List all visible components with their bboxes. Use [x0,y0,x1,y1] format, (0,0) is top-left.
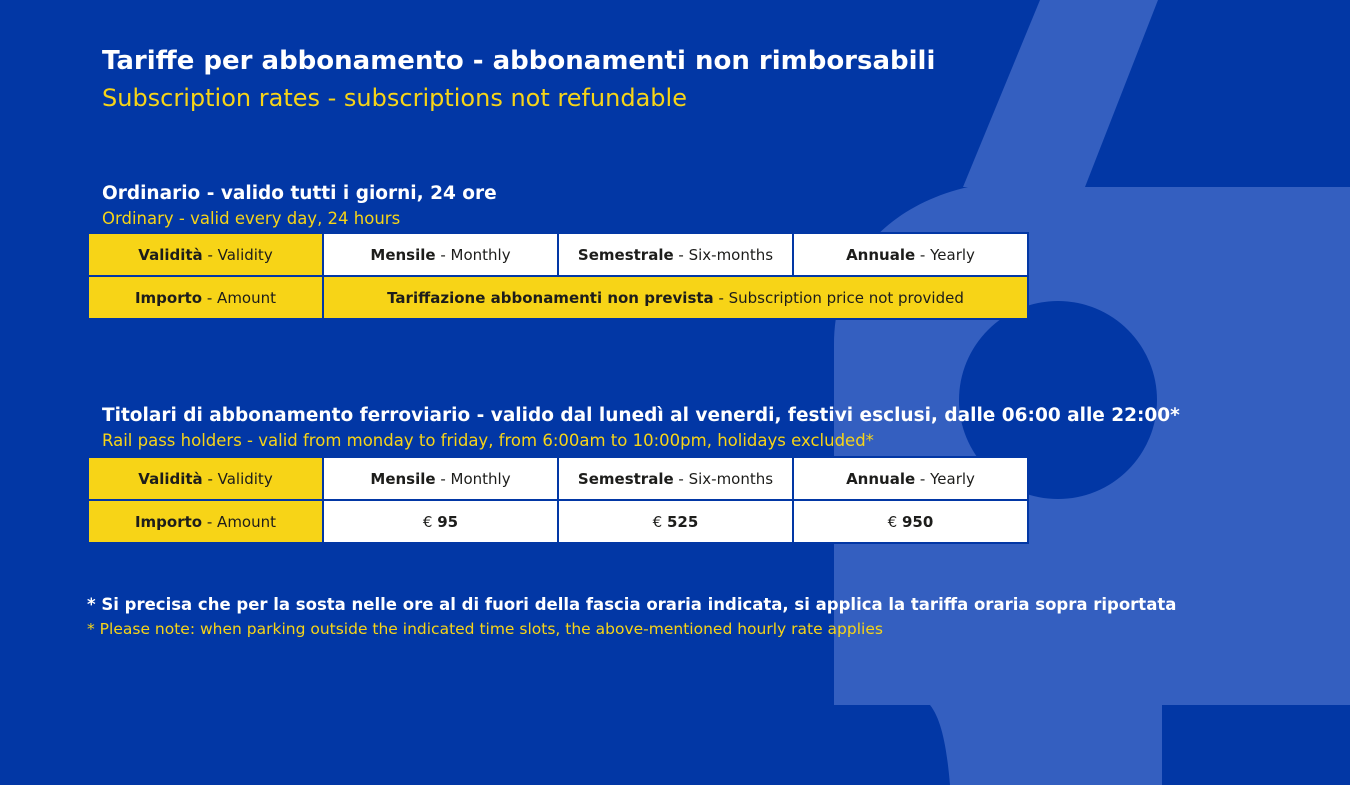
price-not-provided-it: Tariffazione abbonamenti non prevista [387,288,714,307]
rail-section-subtitle: Rail pass holders - valid from monday to friday, from 6:00am to 10:00pm, holidays excluded* [102,431,874,450]
table-row-validity [88,457,1028,500]
price-not-provided-en: - Subscription price not provided [713,288,964,307]
rail-section-title: Titolari di abbonamento ferroviario - valido dal lunedì al venerdi, festivi esclusi, dalle 06:00 alle 22:00* [102,405,1180,426]
monthly-label-en: - Monthly [435,469,511,488]
currency-symbol: € [422,512,433,531]
six-months-price: 525 [667,512,699,531]
yearly-header-cell [793,457,1028,500]
currency-symbol: € [887,512,898,531]
rail-rates-table [87,456,1029,544]
monthly-label-en: - Monthly [435,245,511,264]
monthly-price: 95 [437,512,459,531]
six-months-header-cell [558,457,793,500]
six-months-label-it: Semestrale [577,245,674,264]
monthly-header-cell [323,457,558,500]
amount-label-cell [88,500,323,543]
ordinary-section-subtitle: Ordinary - valid every day, 24 hours [102,209,401,228]
validity-label-cell [88,233,323,276]
yearly-label-it: Annuale [846,245,916,264]
yearly-price: 950 [902,512,934,531]
six-months-label-it: Semestrale [577,469,674,488]
validity-label-en: - Validity [202,469,273,488]
amount-label-cell [88,276,323,319]
six-months-header-cell [558,233,793,276]
amount-label-en: - Amount [202,288,277,307]
ordinary-section-title: Ordinario - valido tutti i giorni, 24 ore [102,183,497,204]
yearly-header-cell [793,233,1028,276]
monthly-price-cell [323,500,558,543]
monthly-header-cell [323,233,558,276]
currency-symbol: € [652,512,663,531]
validity-label-cell [88,457,323,500]
table-row-amount [88,500,1028,543]
validity-label-it: Validità [138,245,203,264]
table-row-amount [88,276,1028,319]
page-subtitle: Subscription rates - subscriptions not refundable [102,84,687,112]
six-months-price-cell [558,500,793,543]
amount-label-it: Importo [134,512,203,531]
six-months-label-en: - Six-months [673,469,774,488]
yearly-label-en: - Yearly [915,469,975,488]
yearly-label-en: - Yearly [915,245,975,264]
six-months-label-en: - Six-months [673,245,774,264]
monthly-label-it: Mensile [370,469,436,488]
footnote-italian: * Si precisa che per la sosta nelle ore al di fuori della fascia oraria indicata, si applica la tariffa oraria sopra riportata [87,595,1177,614]
yearly-price-cell [793,500,1028,543]
monthly-label-it: Mensile [370,245,436,264]
validity-label-it: Validità [138,469,203,488]
table-row-validity [88,233,1028,276]
validity-label-en: - Validity [202,245,273,264]
page-title: Tariffe per abbonamento - abbonamenti non rimborsabili [102,46,936,76]
price-not-provided-cell [323,276,1028,319]
ordinary-rates-table [87,232,1029,320]
amount-label-it: Importo [134,288,203,307]
amount-label-en: - Amount [202,512,277,531]
yearly-label-it: Annuale [846,469,916,488]
footnote-english: * Please note: when parking outside the indicated time slots, the above-mentioned hourly rate applies [87,620,883,638]
